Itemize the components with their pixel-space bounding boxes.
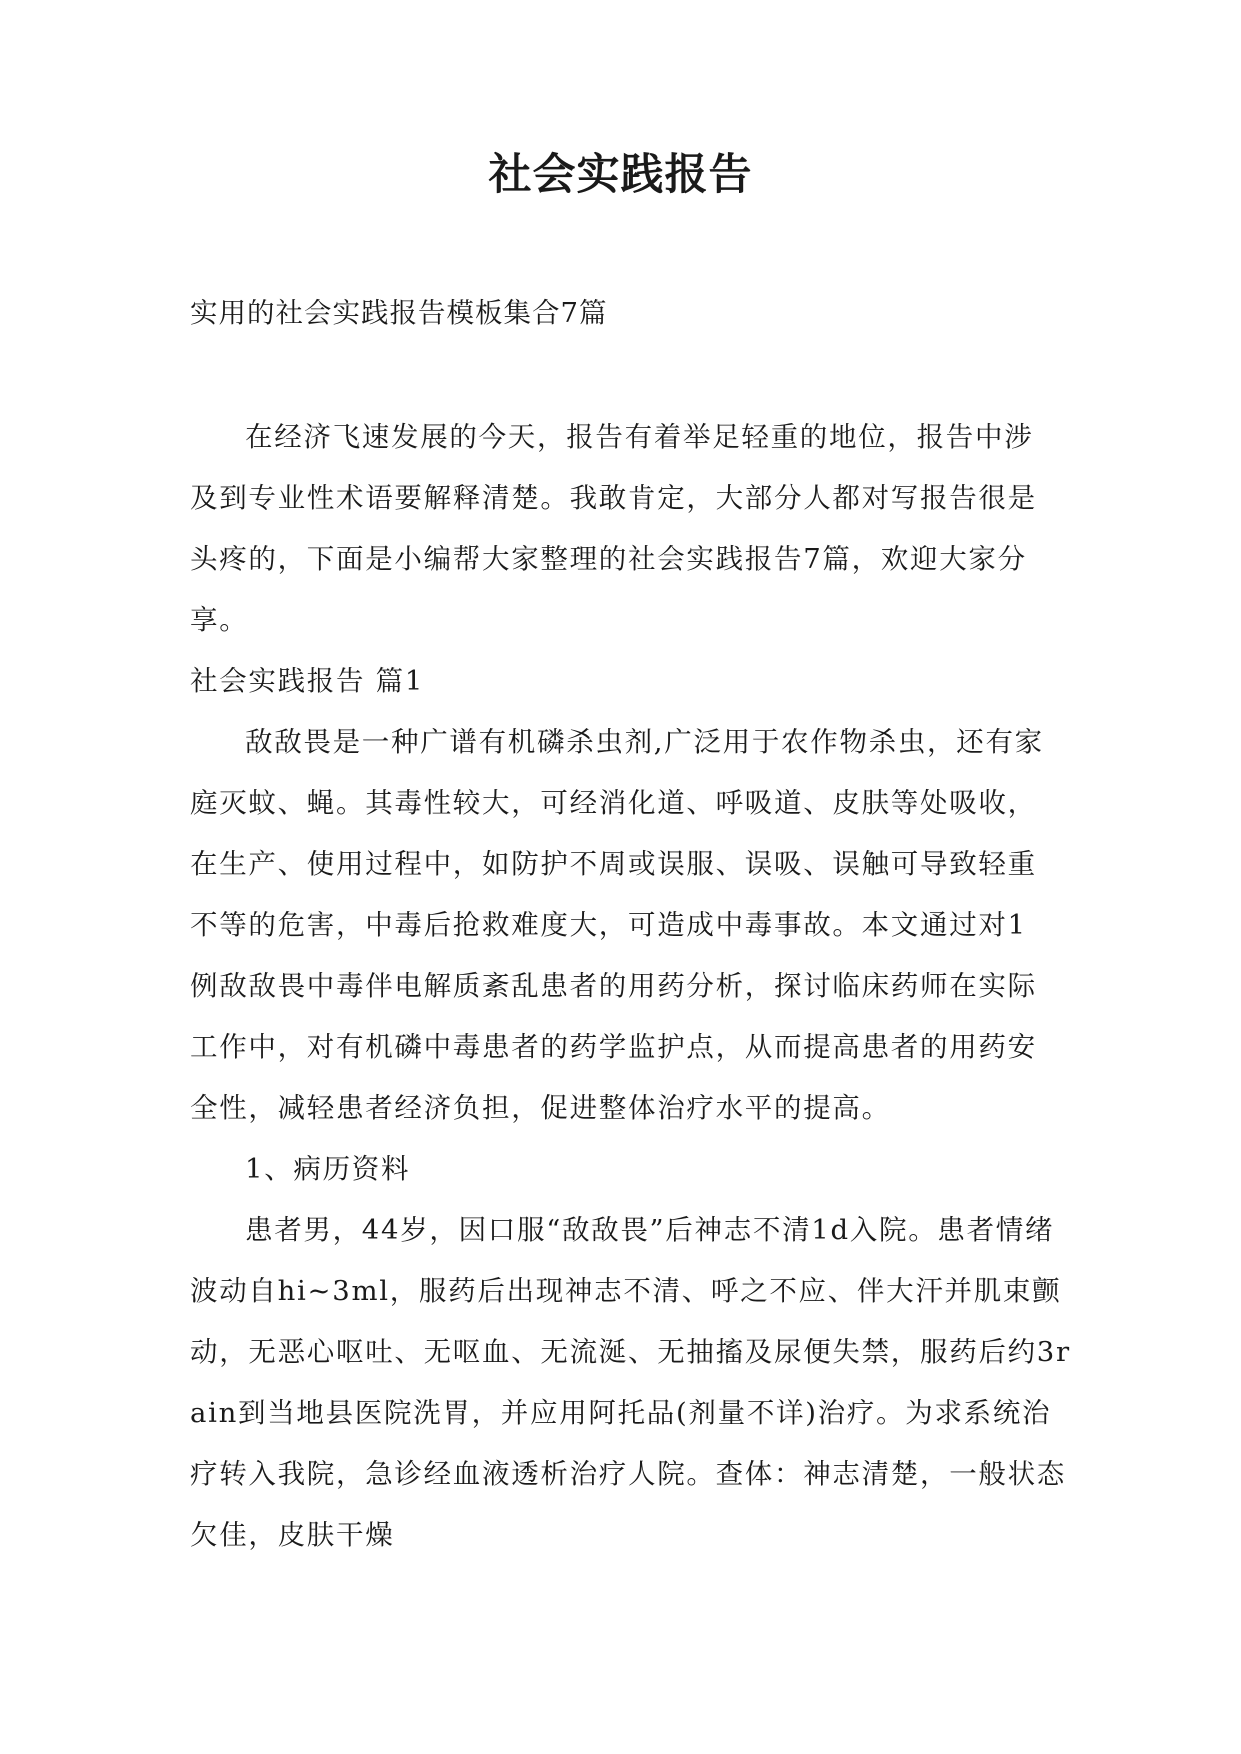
- document-title: 社会实践报告: [488, 150, 753, 200]
- document-subtitle: 实用的社会实践报告模板集合7篇: [190, 297, 608, 329]
- intro-paragraph: 在经济飞速发展的今天，报告有着举足轻重的地位，报告中涉及到专业性术语要解释清楚。我敢肯定，大部分人都对写报告很是头疼的，下面是小编帮大家整理的社会实践报告7篇，欢迎大家分享。: [190, 421, 1037, 636]
- subsection-heading: 1、病历资料: [245, 1153, 411, 1185]
- section-heading: 社会实践报告 篇1: [190, 665, 425, 697]
- body-paragraph: 敌敌畏是一种广谱有机磷杀虫剂,广泛用于农作物杀虫，还有家庭灭蚊、蝇。其毒性较大，可经消化道、呼吸道、皮肤等处吸收，在生产、使用过程中，如防护不周或误服、误吸、误触可导致轻重不等的危害，中毒后抢救难度大，可造成中毒事故。本文通过对1例敌敌畏中毒伴电解质紊乱患者的用药分析，探讨临床药师在实际工作中，对有机磷中毒患者的药学监护点，从而提高患者的用药安全性，减轻患者经济负担，促进整体治疗水平的提高。: [190, 726, 1044, 1124]
- case-paragraph: 患者男，44岁，因口服“敌敌畏”后神志不清1d入院。患者情绪波动自hi~3ml，服药后出现神志不清、呼之不应、伴大汗并肌束颤动，无恶心呕吐、无呕血、无流涎、无抽搐及尿便失禁，服药后约3rain到当地县医院洗胃，并应用阿托品(剂量不详)治疗。为求系统治疗转入我院，急诊经血液透析治疗人院。查体：神志清楚，一般状态欠佳，皮肤干燥: [190, 1214, 1071, 1551]
- document-body: [190, 407, 1071, 1566]
